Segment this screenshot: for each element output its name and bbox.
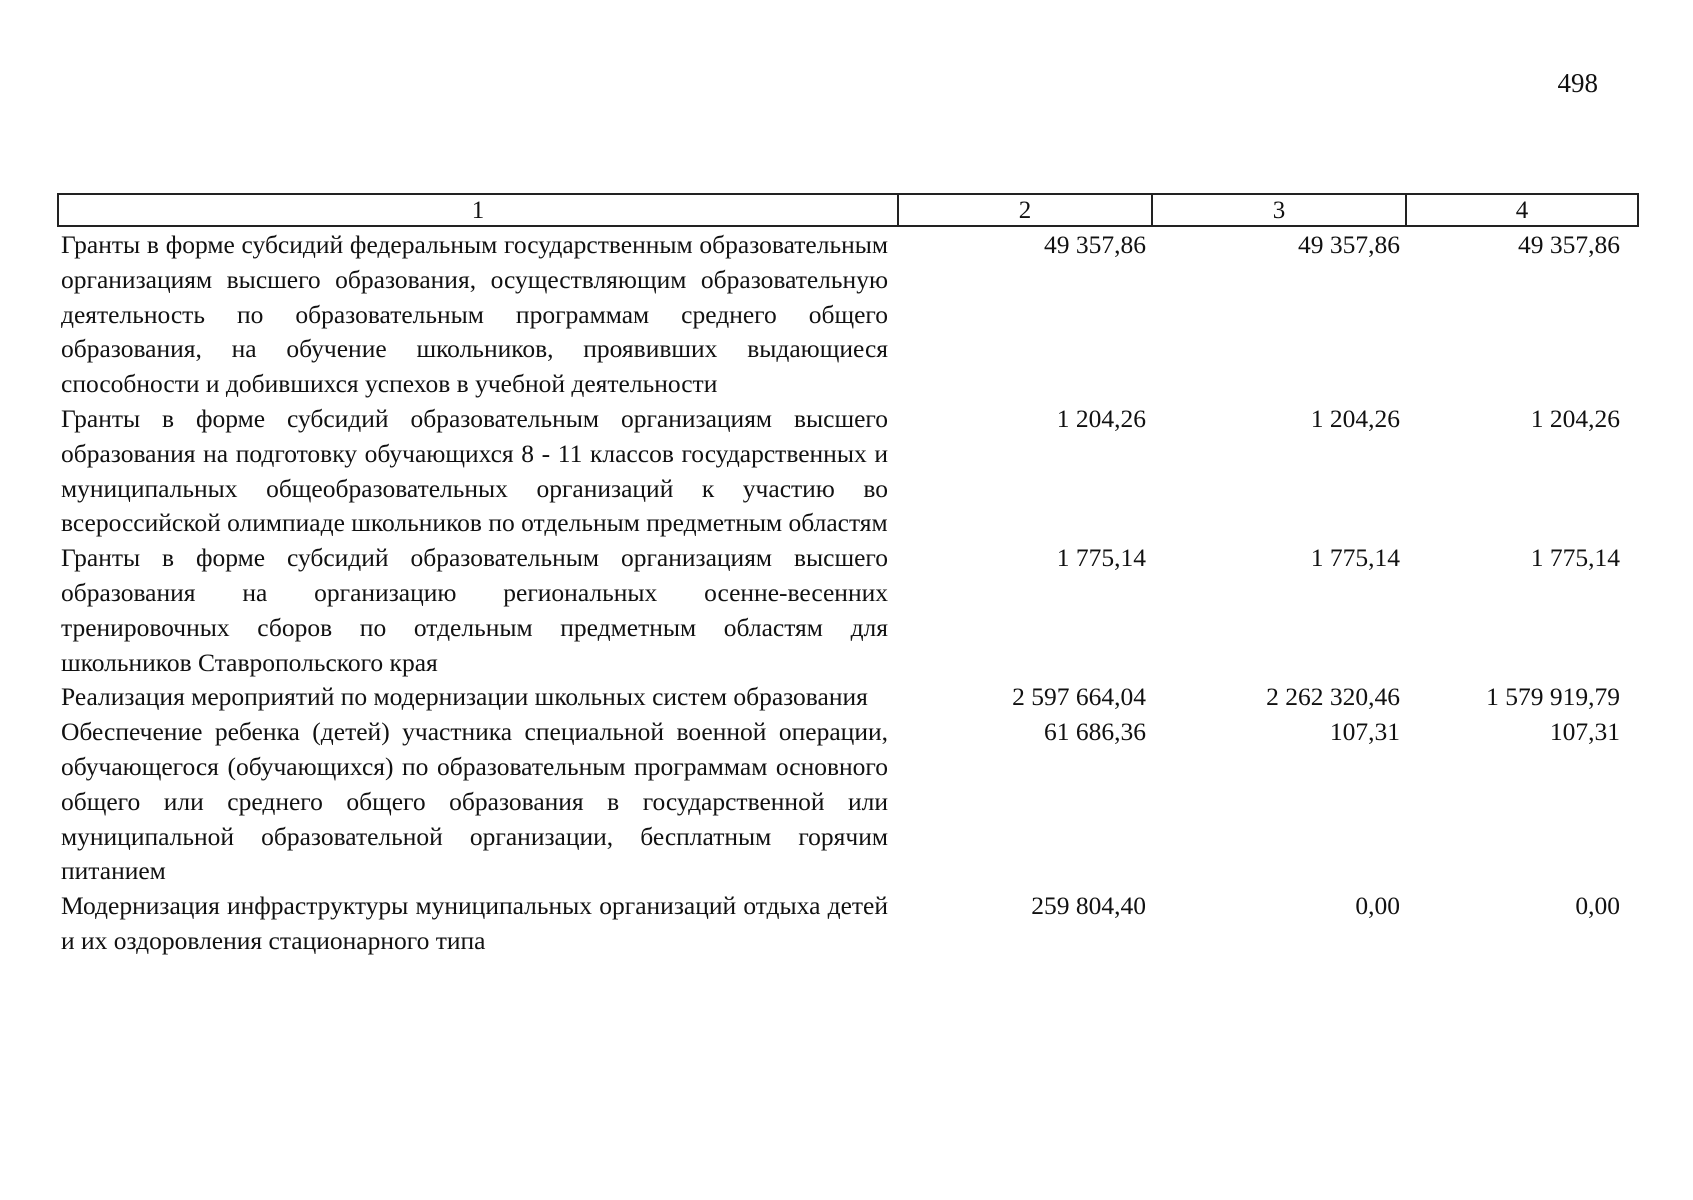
row-value-col-4: 49 357,86	[1518, 230, 1620, 259]
row-value-col-3: 2 262 320,46	[1266, 682, 1400, 712]
budget-table	[57, 193, 1639, 959]
table-row	[58, 402, 1638, 541]
row-value-col-2: 49 357,86	[1044, 230, 1146, 259]
table-row	[58, 541, 1638, 680]
page-number: 498	[1557, 68, 1598, 98]
row-value-col-2: 1 204,26	[1056, 403, 1146, 433]
table-body	[58, 226, 1638, 959]
header-col-4: 4	[1406, 194, 1638, 226]
row-value-col-3: 1 204,26	[1310, 403, 1400, 433]
row-description: Гранты в форме субсидий образовательным организациям высшего образования на подготовку обучающихся 8 - 11 классов государственных и муниципальных общеобразовательных организаций к участию во всероссийской олимпиаде школьников по отдельным предметным областям	[61, 403, 888, 538]
row-description: Гранты в форме субсидий образовательным организациям высшего образования на организацию региональных осенне-весенних тренировочных сборов по отдельным предметным областям для школьников Ставропольского края	[61, 543, 888, 677]
row-value-col-3: 0,00	[1355, 891, 1400, 921]
row-value-col-4: 1 204,26	[1530, 403, 1620, 433]
row-value-col-3: 1 775,14	[1310, 543, 1400, 573]
row-value-col-2: 61 686,36	[1044, 717, 1146, 747]
header-col-3: 3	[1152, 194, 1406, 226]
row-value-col-4: 107,31	[1549, 717, 1620, 747]
row-value-col-4: 1 579 919,79	[1486, 682, 1620, 712]
row-value-col-2: 2 597 664,04	[1012, 682, 1146, 712]
row-value-col-4: 0,00	[1575, 891, 1620, 921]
table-row	[58, 715, 1638, 889]
row-value-col-3: 49 357,86	[1298, 230, 1400, 259]
table-row	[58, 226, 1638, 402]
row-value-col-4: 1 775,14	[1530, 543, 1620, 573]
row-description: Гранты в форме субсидий федеральным государственным образовательным организациям высшего образования, осуществляющим образовательную деятельность по образовательным программам среднего общего образования, на обучение школьников, проявивших выдающиеся способности и добившихся успехов в учебной деятельности	[61, 230, 888, 399]
row-value-col-2: 259 804,40	[1031, 891, 1146, 921]
row-value-col-3: 107,31	[1329, 717, 1400, 747]
row-description: Реализация мероприятий по модернизации школьных систем образования	[61, 682, 868, 712]
row-description: Модернизация инфраструктуры муниципальных организаций отдыха детей и их оздоровления стационарного типа	[61, 891, 888, 955]
table-row	[58, 889, 1638, 959]
header-row	[58, 194, 1638, 226]
table-row	[58, 680, 1638, 715]
header-col-1: 1	[58, 194, 898, 226]
row-value-col-2: 1 775,14	[1056, 543, 1146, 573]
header-col-2: 2	[898, 194, 1152, 226]
row-description: Обеспечение ребенка (детей) участника специальной военной операции, обучающегося (обучающихся) по образовательным программам основного общего или среднего общего образования в государственной или муниципальной образовательной организации, бесплатным горячим питанием	[61, 717, 888, 886]
table-header	[58, 194, 1638, 226]
